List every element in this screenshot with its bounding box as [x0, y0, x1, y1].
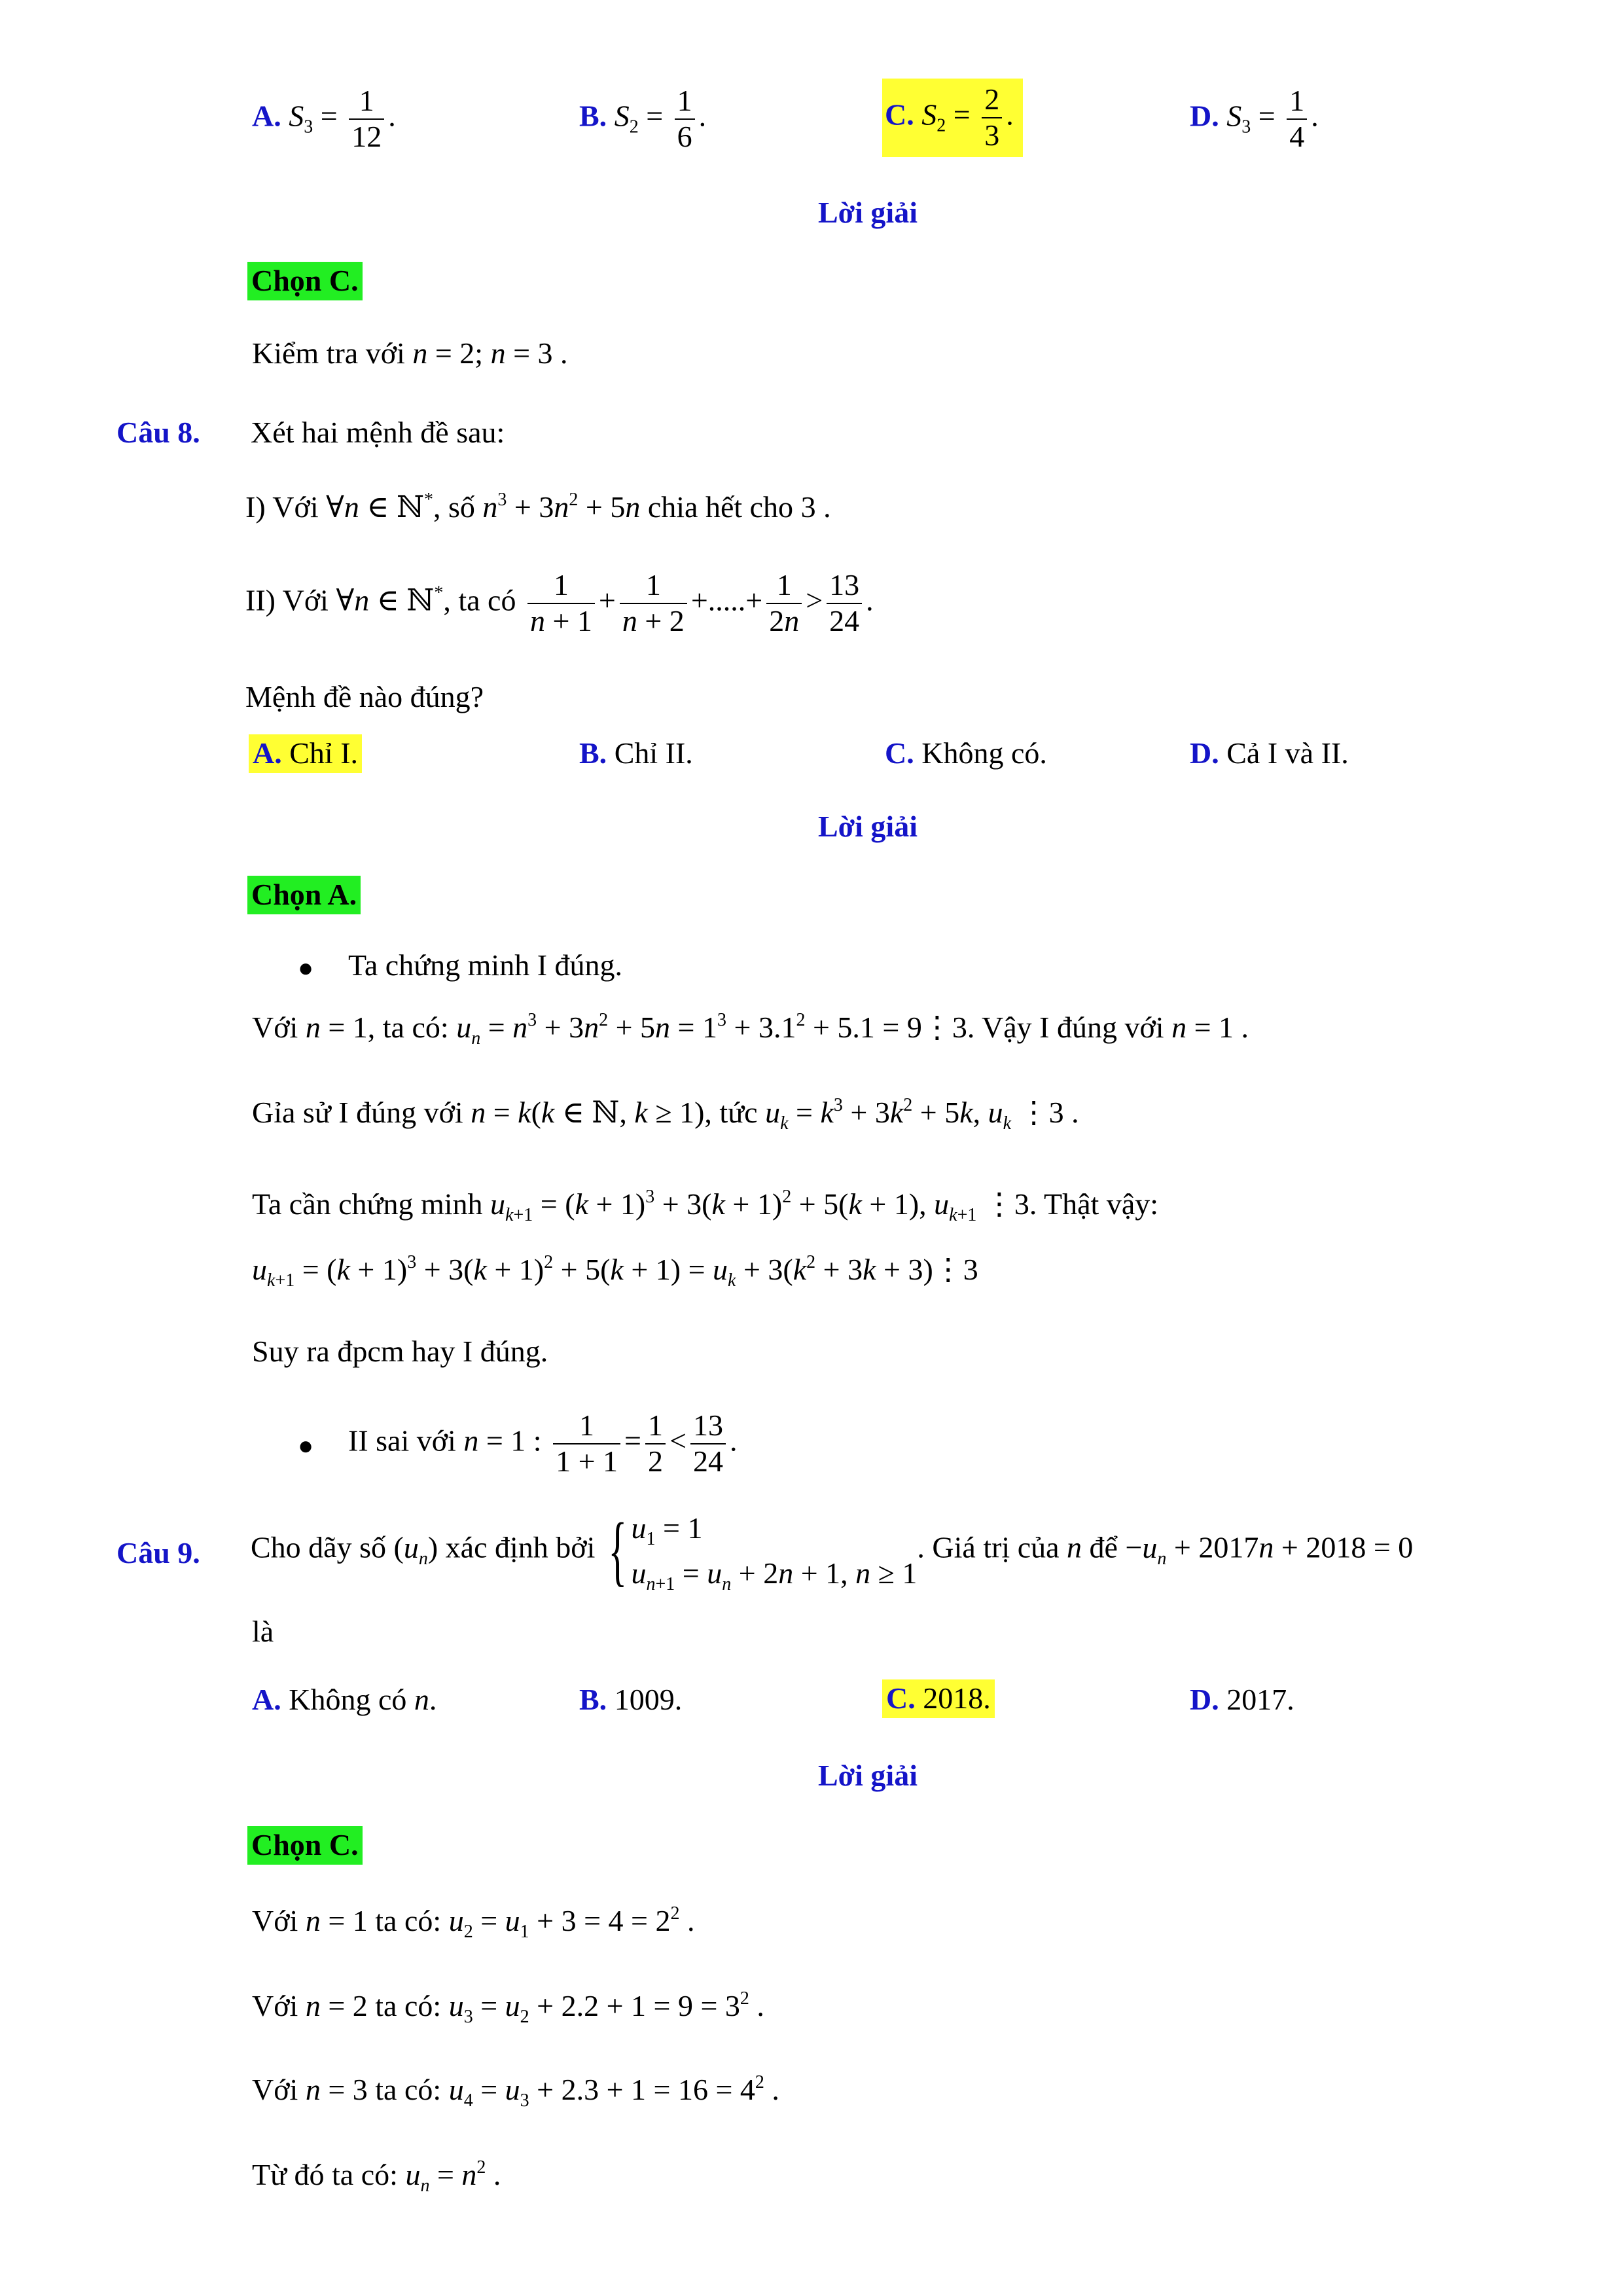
option-label: B.: [579, 736, 607, 770]
q9-solution-heading: Lời giải: [818, 1759, 918, 1792]
q8-bullet-2: II sai với n = 1 : $\frac{1}{1 + 1}$ = $\frac{1}{2}$ < $\frac{13}{24}$ .: [348, 1408, 738, 1478]
q8-option-c[interactable]: C. Không có.: [885, 736, 1047, 770]
q9-step-2: Với n = 2 ta có: $u_3 = u_2 + 2.2 + 1 = 9 = 3^2$ .: [252, 1988, 764, 2027]
q9-la: là: [252, 1615, 274, 1648]
q9-answer-badge: Chọn C.: [247, 1826, 363, 1865]
option-label: D.: [1190, 1683, 1219, 1716]
option-label: B.: [579, 99, 607, 133]
q9-step-3: Với n = 3 ta có: $u_4 = u_3 + 2.3 + 1 = 16 = 4^2$ .: [252, 2072, 779, 2111]
q7-option-c-highlighted[interactable]: C. $S_2$ = $\frac{2}{3}$ .: [882, 79, 1023, 157]
q8-number: Câu 8.: [116, 416, 200, 449]
q9-option-b[interactable]: B. 1009.: [579, 1683, 683, 1716]
q9-option-d[interactable]: D. 2017.: [1190, 1683, 1294, 1716]
q8-bullet-1: Ta chứng minh I đúng.: [348, 948, 623, 982]
q7-option-b[interactable]: B. $S_2$ = $\frac{1}{6}$ .: [579, 84, 707, 153]
q9-step-1: Với n = 1 ta có: $u_2 = u_1 + 3 = 4 = 2^2$ .: [252, 1903, 695, 1942]
q8-answer-badge: Chọn A.: [247, 876, 361, 914]
q8-line-1: Với n = 1, ta có: $u_n = n^3 + 3n^2 + 5n = 1^3 + 3.1^2 + 5.1$ = 9⋮3. Vậy I đúng với n = 1 .: [252, 1010, 1249, 1049]
q8-option-b[interactable]: B. Chỉ II.: [579, 736, 693, 770]
q7-check-line: Kiểm tra với n = 2; n = 3 .: [252, 336, 568, 370]
q7-answer-badge: Chọn C.: [247, 262, 363, 300]
q8-solution-heading: Lời giải: [818, 810, 918, 843]
q8-option-a-highlighted[interactable]: A. Chỉ I.: [249, 734, 362, 773]
q8-line-3: Ta cần chứng minh $u_{k+1} = (k + 1)^3 + 3(k + 1)^2 + 5(k + 1)$, $u_{k+1}$ ⋮3. Thật vậy:: [252, 1187, 1159, 1225]
option-label: A.: [252, 1683, 281, 1716]
bullet-icon: ●: [298, 1431, 314, 1460]
bullet-icon: ●: [298, 953, 314, 982]
option-label: A.: [253, 736, 282, 770]
q8-statement-2: II) Với ∀n ∈ ℕ*, ta có $\frac{1}{n + 1}$ + $\frac{1}{n + 2}$ +.....+ $\frac{1}{2n}$ > $\frac{13}{24}$ .: [245, 568, 874, 637]
q8-question: Mệnh đề nào đúng?: [245, 680, 484, 713]
q7-option-d[interactable]: D. $S_3$ = $\frac{1}{4}$ .: [1190, 84, 1319, 153]
option-label: D.: [1190, 736, 1219, 770]
q7-solution-heading: Lời giải: [818, 196, 918, 229]
option-label: C.: [885, 98, 914, 132]
q9-number: Câu 9.: [116, 1536, 200, 1570]
q9-option-a[interactable]: A. Không có n.: [252, 1683, 437, 1716]
q8-intro: Xét hai mệnh đề sau:: [251, 416, 505, 449]
brace-icon: {: [608, 1507, 628, 1594]
q8-conclusion: Suy ra đpcm hay I đúng.: [252, 1335, 548, 1368]
option-label: C.: [886, 1681, 916, 1715]
q7-option-a[interactable]: A. $S_3$ = $\frac{1}{12}$ .: [252, 84, 396, 153]
option-label: D.: [1190, 99, 1219, 133]
q9-final: Từ đó ta có: $u_n = n^2$ .: [252, 2157, 501, 2196]
q9-intro: Cho dãy số $(u_n)$ xác định bởi { $u_1 = 1$ $u_{n+1} = u_n + 2n + 1$, n ≥ 1. Giá trị của n để $-u_n + 2017n + 2018 = 0$: [251, 1507, 1414, 1594]
q8-line-2: Gỉa sử I đúng với n = k(k ∈ ℕ, k ≥ 1), tức $u_k = k^3 + 3k^2 + 5k$, $u_k$ ⋮3 .: [252, 1095, 1079, 1134]
q8-option-d[interactable]: D. Cả I và II.: [1190, 736, 1349, 770]
option-label: C.: [885, 736, 914, 770]
q9-option-c-highlighted[interactable]: C. 2018.: [882, 1679, 995, 1718]
option-label: A.: [252, 99, 281, 133]
option-label: B.: [579, 1683, 607, 1716]
q8-statement-1: I) Với ∀n ∈ ℕ*, số $n^3 + 3n^2 + 5n$ chia hết cho 3 .: [245, 490, 831, 524]
q8-line-4: $u_{k+1} = (k + 1)^3 + 3(k + 1)^2 + 5(k + 1) = u_k + 3(k^2 + 3k$ + 3)⋮3: [252, 1252, 978, 1291]
